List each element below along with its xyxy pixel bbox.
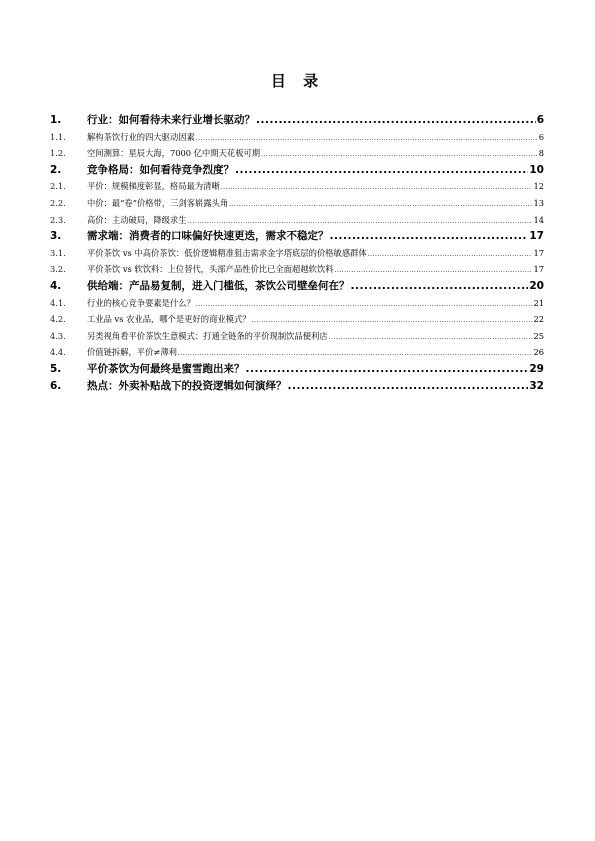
toc-dot-leader	[288, 378, 529, 395]
toc-entry-title: 平价茶饮 vs 中高价茶饮：低价逻辑精准狙击需求金字塔底层的价格敏感群体	[87, 247, 367, 258]
toc-entry[interactable]	[50, 361, 544, 378]
toc-entry-number: 4.1.	[50, 297, 66, 308]
toc-entry-title: 工业品 vs 农业品，哪个是更好的商业模式？	[87, 314, 251, 325]
toc-entry[interactable]	[50, 311, 544, 328]
toc-entry[interactable]	[50, 378, 544, 395]
toc-entry-number: 6.	[50, 379, 62, 392]
toc-entry-number: 5.	[50, 362, 62, 375]
toc-entry-title: 行业：如何看待未来行业增长驱动？	[87, 114, 255, 126]
toc-entry-title: 价值链拆解，平价≠薄利	[87, 347, 177, 358]
toc-entry[interactable]	[50, 212, 544, 229]
toc-entry-title: 解构茶饮行业的四大驱动因素	[87, 131, 195, 142]
toc-entry-title: 需求端：消费者的口味偏好快速更迭，需求不稳定？	[87, 230, 329, 243]
toc-dot-leader	[351, 278, 529, 295]
toc-entry-page: 8	[538, 148, 544, 159]
toc-entry[interactable]	[50, 261, 544, 278]
toc-dot-leader	[329, 330, 533, 347]
toc-entry-page: 17	[533, 247, 544, 258]
toc-entry-title: 行业的核心竞争要素是什么？	[87, 297, 195, 308]
toc-entry-title: 供给端：产品易复制，进入门槛低，茶饮公司壁垒何在？	[87, 279, 350, 292]
toc-entry-page: 32	[529, 379, 544, 392]
toc-entry-page: 25	[533, 330, 544, 341]
toc-entry-number: 3.	[50, 230, 62, 243]
toc-entry-title: 高价：主动破局，降级求生	[87, 214, 187, 225]
toc-entry-title: 中价：最“卷”价格带，三剑客崭露头角	[87, 197, 229, 208]
toc-entry-title: 平价：规模梯度彰显，格局最为清晰	[87, 181, 220, 192]
toc-entry-number: 2.	[50, 163, 62, 176]
toc-entry[interactable]	[50, 278, 544, 295]
toc-dot-leader	[235, 162, 528, 179]
toc-list	[50, 112, 544, 394]
toc-entry-number: 4.4.	[50, 347, 66, 358]
toc-entry[interactable]	[50, 178, 544, 195]
toc-entry[interactable]	[50, 228, 544, 245]
toc-entry-number: 1.1.	[50, 131, 66, 142]
toc-entry-page: 13	[533, 197, 544, 208]
toc-entry-title: 另类视角看平价茶饮生意模式：打通全链条的平价现制饮品便利店	[87, 330, 328, 341]
toc-entry-number: 4.3.	[50, 330, 66, 341]
toc-entry-number: 2.3.	[50, 214, 66, 225]
toc-entry-number: 4.2.	[50, 314, 66, 325]
toc-entry-number: 1.	[50, 114, 62, 126]
toc-entry[interactable]	[50, 344, 544, 361]
toc-entry-number: 3.2.	[50, 264, 66, 275]
toc-dot-leader	[330, 228, 529, 245]
toc-entry-page: 14	[533, 214, 544, 225]
toc-entry-page: 17	[533, 264, 544, 275]
toc-entry-page: 17	[529, 230, 544, 243]
toc-dot-leader	[221, 180, 533, 197]
toc-entry[interactable]	[50, 129, 544, 146]
toc-entry-number: 2.1.	[50, 181, 66, 192]
toc-entry-title: 热点：外卖补贴战下的投资逻辑如何演绎？	[87, 379, 287, 392]
toc-entry-title: 竞争格局：如何看待竞争烈度？	[87, 163, 234, 176]
toc-entry[interactable]	[50, 245, 544, 262]
toc-dot-leader	[368, 247, 533, 264]
toc-dot-leader	[256, 112, 536, 129]
toc-dot-leader	[229, 197, 532, 214]
toc-entry-title: 平价茶饮 vs 软饮料：上位替代，头部产品性价比已全面超越软饮料	[87, 264, 334, 275]
toc-entry[interactable]	[50, 328, 544, 345]
toc-entry-number: 1.2.	[50, 148, 66, 159]
toc-entry[interactable]	[50, 112, 544, 129]
toc-entry-number: 2.2.	[50, 197, 66, 208]
toc-entry-page: 22	[533, 314, 544, 325]
toc-entry-page: 6	[538, 131, 544, 142]
toc-entry-page: 26	[533, 347, 544, 358]
toc-title: 目 录	[270, 72, 325, 90]
toc-entry-page: 20	[529, 279, 544, 292]
toc-entry-title: 平价茶饮为何最终是蜜雪跑出来？	[87, 362, 245, 375]
toc-entry-page: 21	[533, 297, 544, 308]
toc-entry-page: 10	[529, 163, 544, 176]
toc-dot-leader	[246, 361, 529, 378]
toc-entry-number: 3.1.	[50, 247, 66, 258]
toc-entry[interactable]	[50, 145, 544, 162]
toc-entry[interactable]	[50, 295, 544, 312]
toc-entry-number: 4.	[50, 279, 62, 292]
toc-entry-page: 6	[536, 114, 544, 126]
toc-entry-page: 29	[529, 362, 544, 375]
toc-entry[interactable]	[50, 162, 544, 179]
toc-entry[interactable]	[50, 195, 544, 212]
toc-entry-title: 空间测算：星辰大海，7000 亿中期天花板可期	[87, 148, 261, 159]
toc-entry-page: 12	[533, 181, 544, 192]
